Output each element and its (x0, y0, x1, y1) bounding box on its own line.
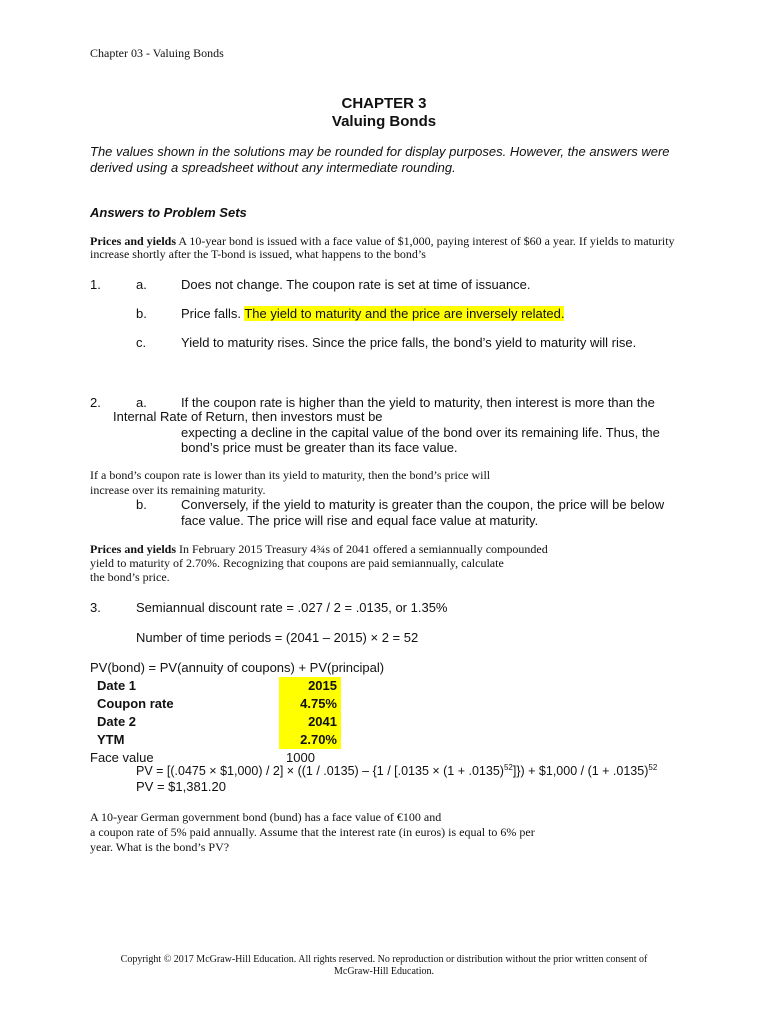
answer-1a-text: Does not change. The coupon rate is set at time of issuance. (181, 277, 531, 292)
answer-2-number: 2. (90, 395, 101, 410)
answer-3-pv-line: PV(bond) = PV(annuity of coupons) + PV(principal) (90, 660, 385, 675)
answer-2a-line-1: If the coupon rate is higher than the yield to maturity, then interest is more than the (181, 395, 655, 410)
face-value-amount: 1000 (286, 750, 315, 765)
answer-1b-highlight: The yield to maturity and the price are inversely related. (244, 306, 565, 321)
problem-4-line-3: year. What is the bond’s PV? (90, 840, 230, 854)
answer-2a-line-4: bond’s price must be greater than its face value. (181, 440, 458, 455)
answer-2-note-line-1: If a bond’s coupon rate is lower than its yield to maturity, then the bond’s price will (90, 468, 491, 482)
table-row-date1-value: 2015 (279, 677, 341, 695)
answer-2b-line-1: Conversely, if the yield to maturity is greater than the coupon, the price will be below (181, 497, 665, 512)
table-row-date2-label: Date 2 (97, 714, 137, 729)
answer-2a-line-2: Internal Rate of Return, then investors must be (113, 409, 383, 424)
chapter-title: Valuing Bonds (331, 113, 437, 130)
answer-1b-label: b. (136, 306, 147, 321)
table-row-coupon-value: 4.75% (279, 695, 341, 713)
table-row-date2-value: 2041 (279, 713, 341, 731)
intro-line-2: derived using a spreadsheet without any intermediate rounding. (90, 160, 456, 175)
answer-2-note-line-2: increase over its remaining maturity. (90, 483, 266, 497)
answer-1b-text: Price falls. The yield to maturity and the price are inversely related. (181, 306, 565, 321)
answer-1c-label: c. (136, 335, 147, 350)
pv-formula: PV = [(.0475 × $1,000) / $2] \times ((1 / .0135) - \{1 / [.0135 \times (1 + .0135)^{52}]\})$ + $1,000 / $(1 + .0135)^{52}$ (136, 762, 658, 778)
chapter-number: CHAPTER 3 (341, 95, 427, 112)
problem-4-line-1: A 10-year German government bond (bund) has a face value of €100 and (90, 810, 442, 824)
table-row-date1-label: Date 1 (97, 678, 137, 693)
problem-1-line-2: increase shortly after the T-bond is issued, what happens to the bond’s (90, 247, 426, 261)
problem-3-label: Prices and yields (90, 542, 176, 556)
answer-3-number: 3. (90, 600, 101, 615)
section-heading: Answers to Problem Sets (90, 205, 247, 220)
table-row-ytm-value: 2.70% (279, 731, 341, 749)
running-header: Chapter 03 - Valuing Bonds (90, 46, 224, 60)
table-row-coupon-label: Coupon rate (97, 696, 174, 711)
problem-1-label: Prices and yields (90, 234, 176, 248)
answer-2b-label: b. (136, 497, 147, 512)
answer-2a-label: a. (136, 395, 147, 410)
pv-result: PV = $1,381.20 (136, 779, 226, 794)
answer-2b-line-2: face value. The price will rise and equal face value at maturity. (181, 513, 539, 528)
face-value-label: Face value (90, 750, 154, 765)
answer-2a-line-3: expecting a decline in the capital value of the bond over its remaining life. Thus, the (181, 425, 660, 440)
answer-1c-text: Yield to maturity rises. Since the price falls, the bond’s yield to maturity will rise. (181, 335, 637, 350)
table-row-ytm-label: YTM (97, 732, 125, 747)
problem-3-line-3: the bond’s price. (90, 570, 170, 584)
footer-copyright-line-2: McGraw-Hill Education. (334, 966, 434, 977)
problem-3-line-2: yield to maturity of 2.70%. Recognizing that coupons are paid semiannually, calculate (90, 556, 504, 570)
problem-1-line-1: Prices and yields A 10-year bond is issued with a face value of $1,000, paying interest of $60 a year. If yields to maturity (90, 234, 675, 248)
answer-3-periods-line: Number of time periods = (2041 – 2015) × 2 = 52 (136, 630, 419, 645)
answer-3-rate-line: Semiannual discount rate = .027 / 2 = .0135, or 1.35% (136, 600, 448, 615)
answer-1-number: 1. (90, 277, 101, 292)
problem-3-line-1: Prices and yields In February 2015 Treasury 4¾s of 2041 offered a semiannually compounded (90, 542, 548, 556)
problem-4-line-2: a coupon rate of 5% paid annually. Assume that the interest rate (in euros) is equal to 6% per (90, 825, 535, 839)
answer-1a-label: a. (136, 277, 147, 292)
footer-copyright-line-1: Copyright © 2017 McGraw-Hill Education. All rights reserved. No reproduction or distribution without the prior written consent of (120, 954, 648, 965)
intro-line-1: The values shown in the solutions may be rounded for display purposes. However, the answers were (90, 144, 670, 159)
